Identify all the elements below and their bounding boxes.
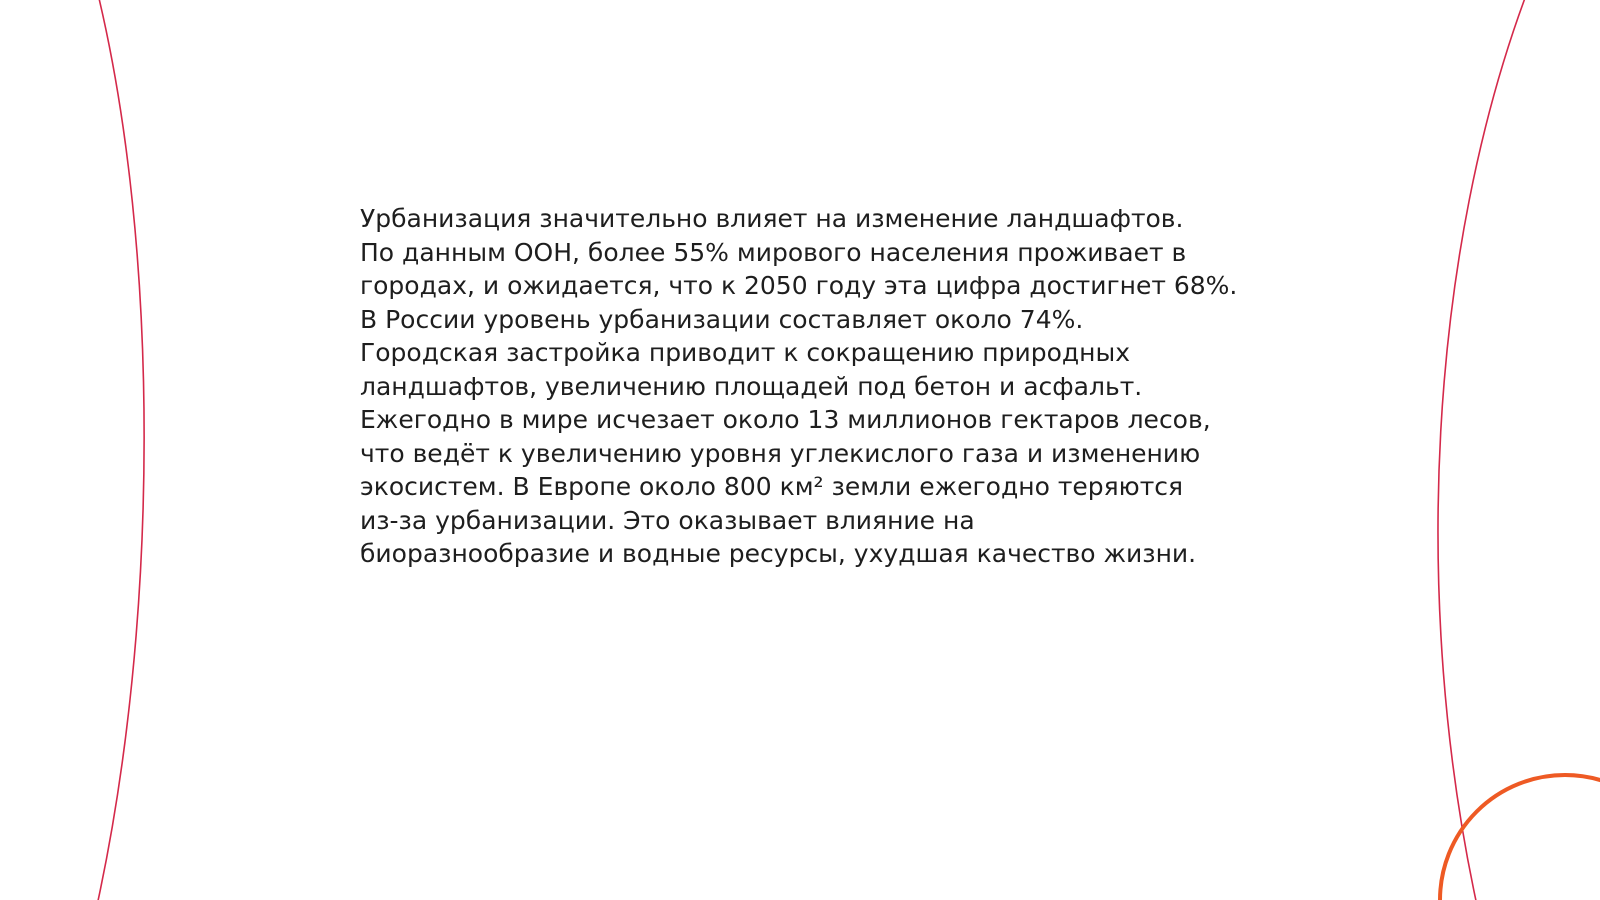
paragraph-line: городах, и ожидается, что к 2050 году эта цифра достигнет 68%. <box>360 271 1238 300</box>
paragraph-line: По данным ООН, более 55% мирового населения проживает в <box>360 237 1187 267</box>
body-paragraph <box>360 202 1260 571</box>
left-curve-line <box>96 0 144 900</box>
paragraph-line: Ежегодно в мире исчезает около 13 миллионов гектаров лесов, <box>360 405 1211 434</box>
paragraph-line: В России уровень урбанизации составляет около 74%. <box>360 304 1084 334</box>
paragraph-line: Городская застройка приводит к сокращению природных <box>360 338 1131 367</box>
paragraph-line: что ведёт к увеличению уровня углекислого газа и изменению <box>360 438 1201 468</box>
paragraph-line: из-за урбанизации. Это оказывает влияние на <box>360 505 975 535</box>
paragraph-line: экосистем. В Европе около 800 км² земли ежегодно теряются <box>360 472 1184 501</box>
paragraph-line: ландшафтов, увеличению площадей под бетон и асфальт. <box>360 371 1143 401</box>
paragraph-line: Урбанизация значительно влияет на изменение ландшафтов. <box>360 204 1184 233</box>
paragraph-line: биоразнообразие и водные ресурсы, ухудшая качество жизни. <box>360 539 1197 568</box>
right-curve-line <box>1438 0 1528 900</box>
